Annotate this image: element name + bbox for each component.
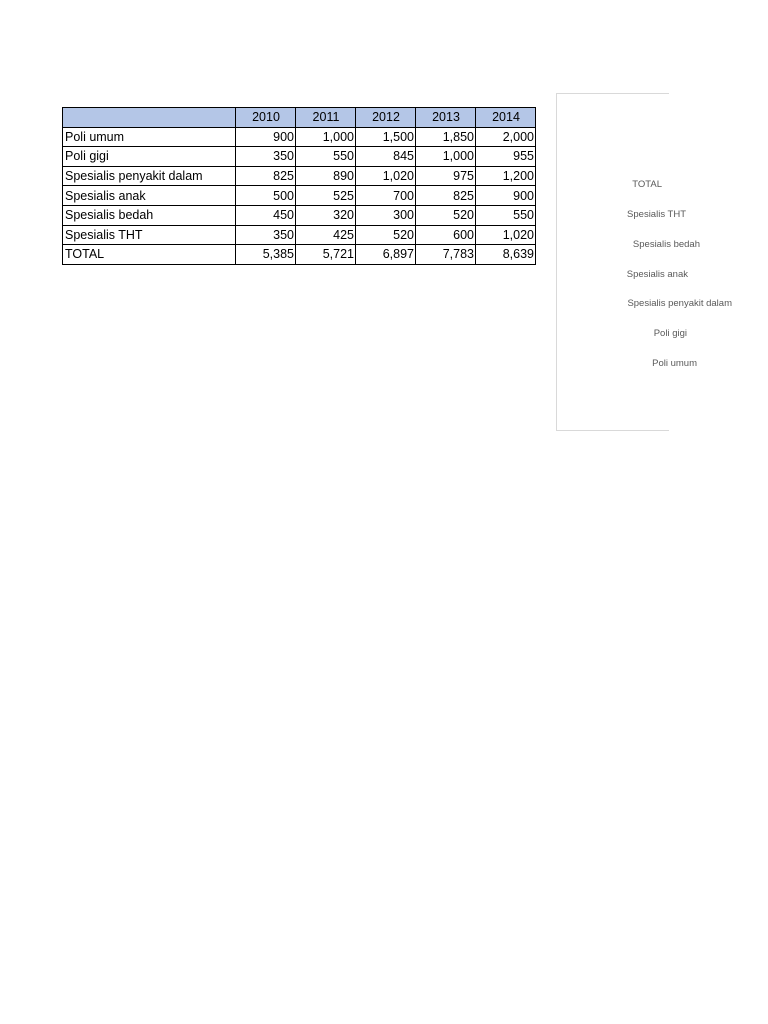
value-cell: 8,639 xyxy=(476,245,536,265)
year-header: 2012 xyxy=(356,108,416,128)
value-cell: 520 xyxy=(416,205,476,225)
axis-category-label: Spesialis bedah xyxy=(632,239,700,250)
year-header: 2014 xyxy=(476,108,536,128)
value-cell: 1,000 xyxy=(416,147,476,167)
axis-category-label: Poli umum xyxy=(652,358,697,369)
chart-category-axis xyxy=(556,93,732,431)
value-cell: 600 xyxy=(416,225,476,245)
table-row xyxy=(63,127,536,147)
value-cell: 1,020 xyxy=(476,225,536,245)
row-label: Spesialis THT xyxy=(63,225,236,245)
value-cell: 975 xyxy=(416,166,476,186)
data-table xyxy=(62,107,536,265)
table-header-row xyxy=(63,108,536,128)
value-cell: 520 xyxy=(356,225,416,245)
axis-category-label: Spesialis anak xyxy=(626,269,688,280)
value-cell: 1,200 xyxy=(476,166,536,186)
table-row xyxy=(63,147,536,167)
value-cell: 550 xyxy=(296,147,356,167)
value-cell: 2,000 xyxy=(476,127,536,147)
value-cell: 350 xyxy=(236,225,296,245)
value-cell: 700 xyxy=(356,186,416,206)
row-label: Poli gigi xyxy=(63,147,236,167)
value-cell: 955 xyxy=(476,147,536,167)
axis-category-label: Spesialis THT xyxy=(627,209,686,220)
value-cell: 7,783 xyxy=(416,245,476,265)
table-row xyxy=(63,186,536,206)
value-cell: 900 xyxy=(476,186,536,206)
table-row xyxy=(63,166,536,186)
value-cell: 500 xyxy=(236,186,296,206)
row-label: Poli umum xyxy=(63,127,236,147)
axis-category-label: Spesialis penyakit dalam xyxy=(627,298,732,309)
year-header: 2010 xyxy=(236,108,296,128)
header-corner-cell xyxy=(63,108,236,128)
table-row xyxy=(63,205,536,225)
value-cell: 425 xyxy=(296,225,356,245)
value-cell: 845 xyxy=(356,147,416,167)
table-row xyxy=(63,225,536,245)
value-cell: 5,385 xyxy=(236,245,296,265)
value-cell: 1,850 xyxy=(416,127,476,147)
value-cell: 1,000 xyxy=(296,127,356,147)
axis-category-label: TOTAL xyxy=(632,179,662,190)
value-cell: 525 xyxy=(296,186,356,206)
value-cell: 450 xyxy=(236,205,296,225)
row-label: Spesialis penyakit dalam xyxy=(63,166,236,186)
year-header: 2011 xyxy=(296,108,356,128)
row-label: Spesialis anak xyxy=(63,186,236,206)
row-label: Spesialis bedah xyxy=(63,205,236,225)
value-cell: 300 xyxy=(356,205,416,225)
value-cell: 320 xyxy=(296,205,356,225)
table-total-row xyxy=(63,245,536,265)
value-cell: 900 xyxy=(236,127,296,147)
value-cell: 1,020 xyxy=(356,166,416,186)
row-label: TOTAL xyxy=(63,245,236,265)
year-header: 2013 xyxy=(416,108,476,128)
value-cell: 825 xyxy=(416,186,476,206)
value-cell: 350 xyxy=(236,147,296,167)
value-cell: 825 xyxy=(236,166,296,186)
value-cell: 6,897 xyxy=(356,245,416,265)
value-cell: 890 xyxy=(296,166,356,186)
value-cell: 5,721 xyxy=(296,245,356,265)
value-cell: 1,500 xyxy=(356,127,416,147)
value-cell: 550 xyxy=(476,205,536,225)
axis-category-label: Poli gigi xyxy=(653,328,687,339)
